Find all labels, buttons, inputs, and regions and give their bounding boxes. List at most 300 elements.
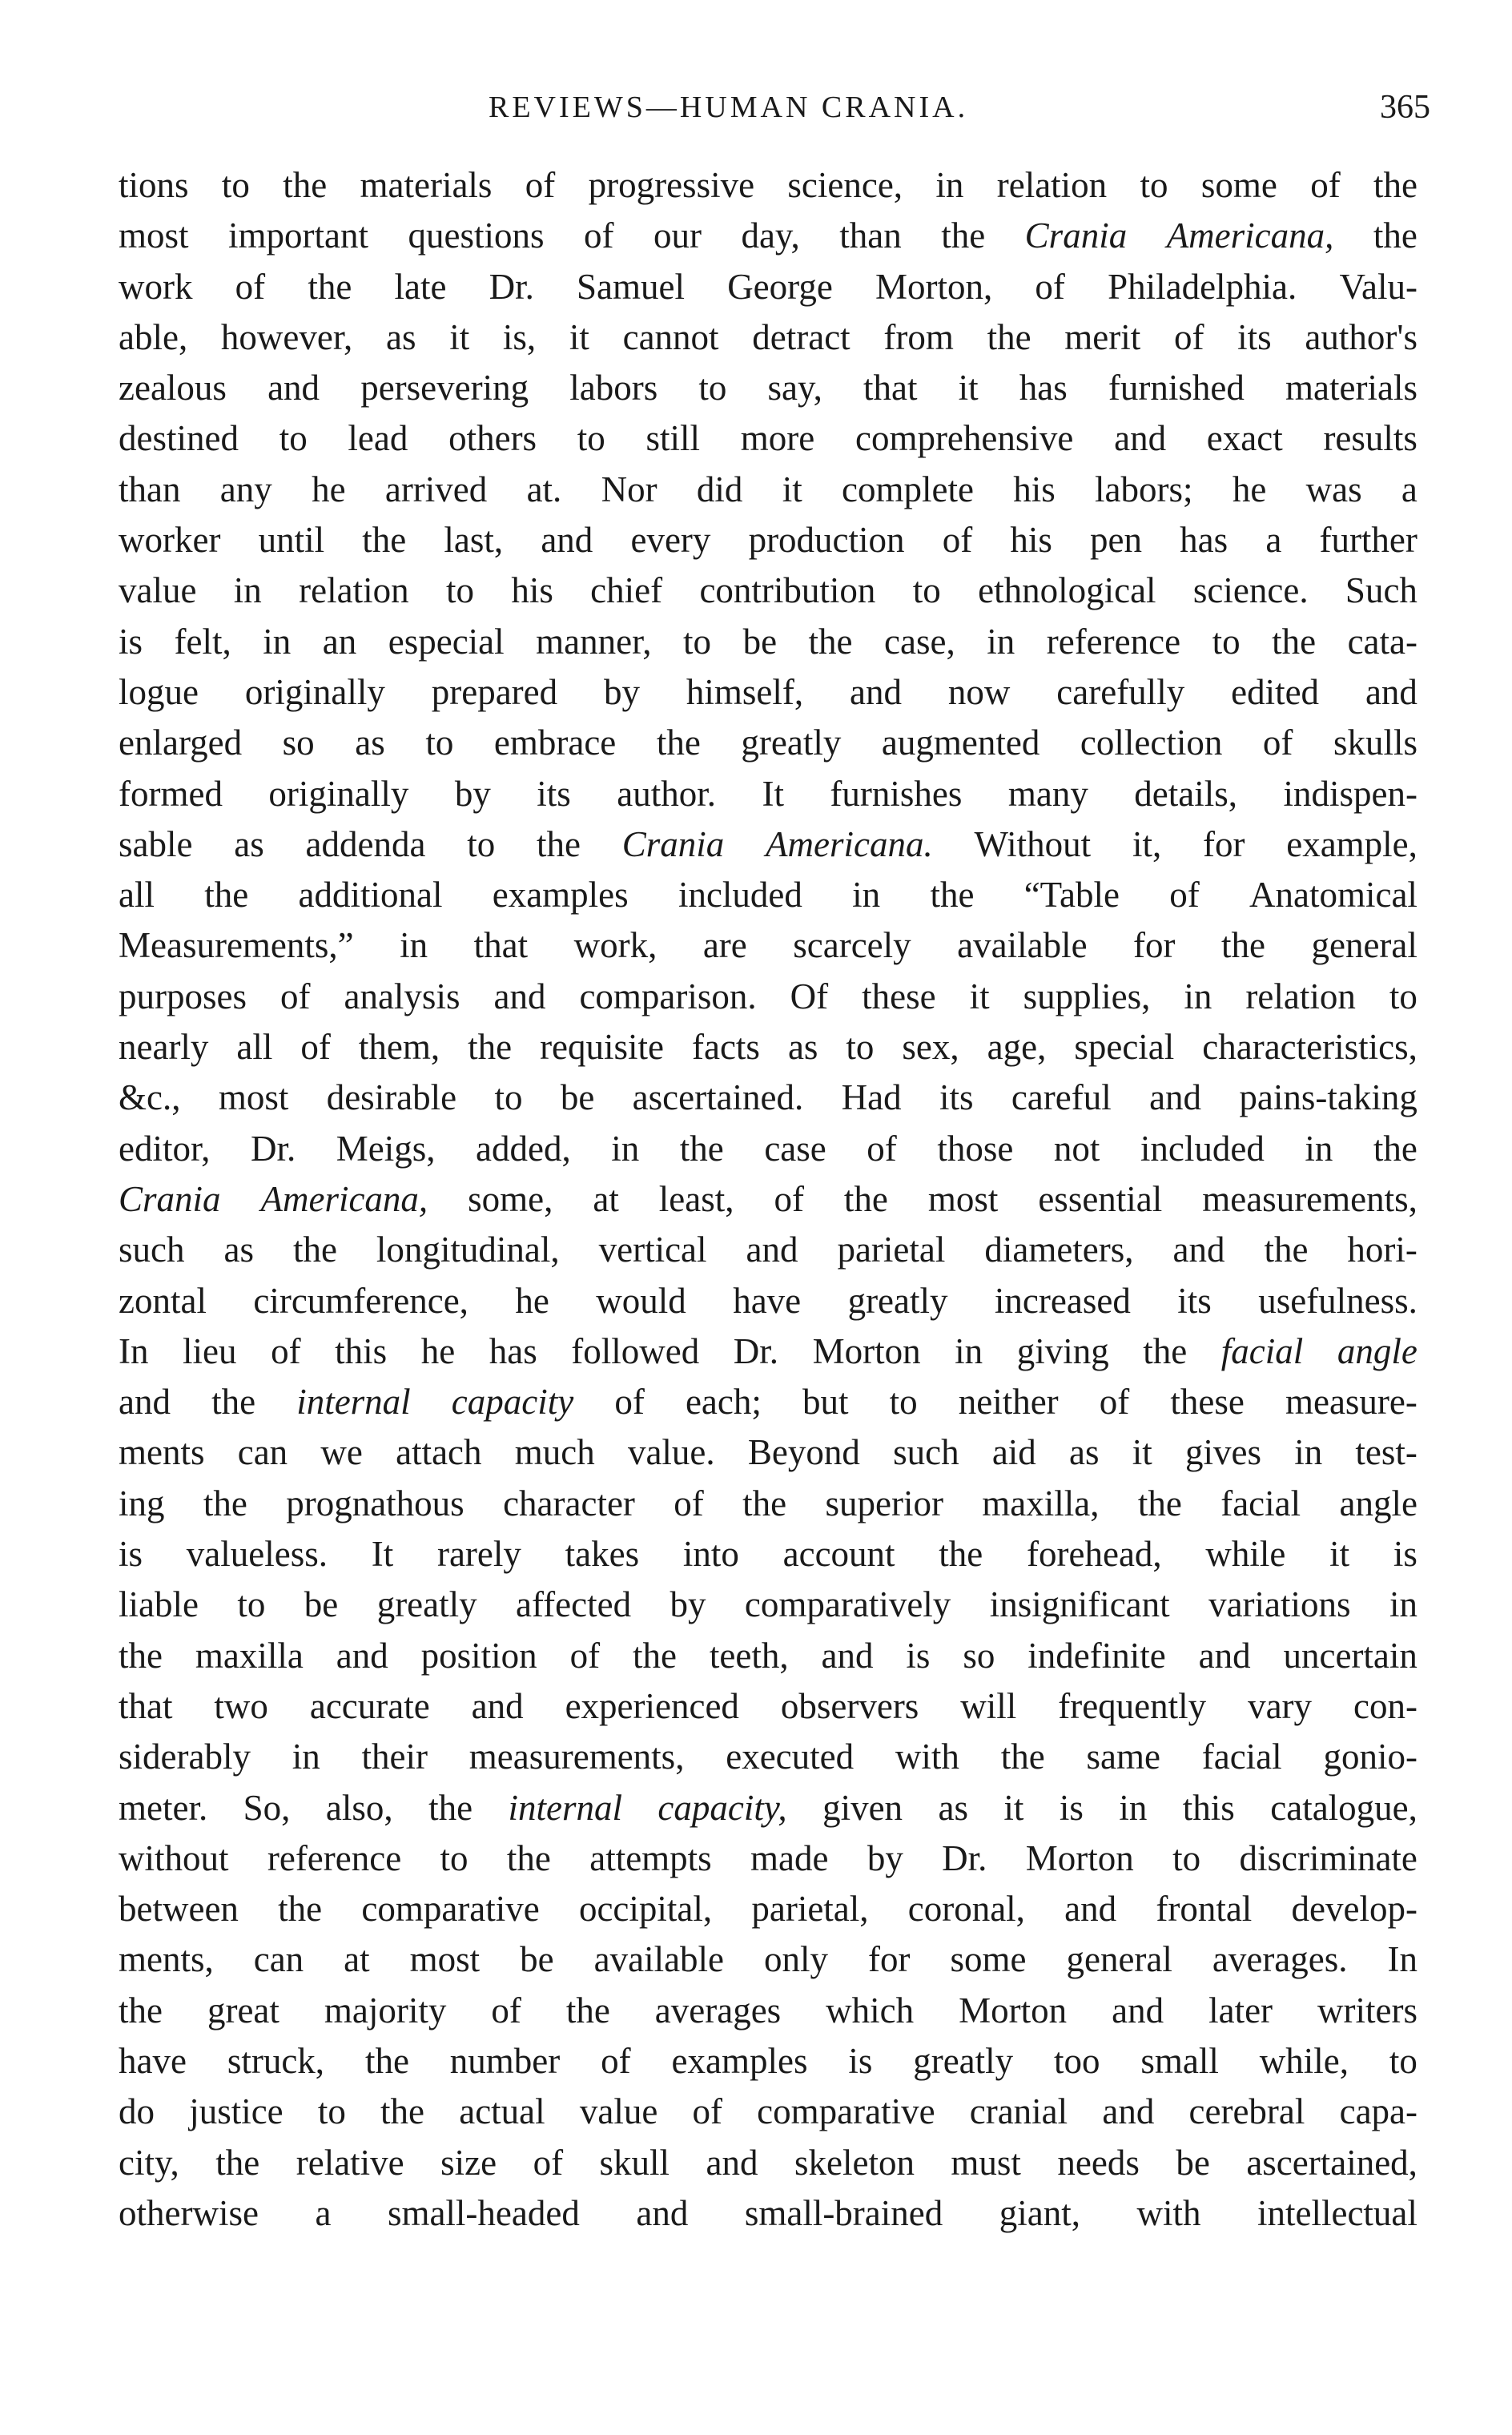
word: cannot [622,316,719,357]
word: as [386,316,416,357]
word: hori- [1347,1230,1418,1270]
word: and [1198,1635,1251,1676]
word: nearly [119,1027,209,1068]
word: Of [790,976,829,1016]
word: Morton, [875,266,993,307]
word: In [119,1330,149,1371]
word: most [927,1178,999,1219]
word: to [237,1584,266,1625]
text-line [119,363,1418,413]
word: must [951,2142,1021,2183]
word: to [1389,976,1418,1016]
word: than [839,215,902,256]
word: two [214,1685,268,1726]
word: desirable [326,1077,457,1118]
word: to [889,1382,918,1423]
word: a [1401,469,1418,509]
word: especial [388,621,505,662]
word: for [1133,925,1176,966]
word: diameters, [984,1230,1134,1270]
word: small-brained [744,2192,943,2233]
word: angle [1339,1483,1418,1523]
word: worker [119,520,221,561]
word: carefully [1056,671,1185,712]
word: now [947,671,1011,712]
word: skull [599,2142,670,2183]
word: as [234,823,264,864]
word: between [119,1889,239,1930]
word: affected [516,1584,632,1625]
word: the [565,1990,610,2031]
word: in [611,1128,640,1169]
word: age, [987,1027,1047,1068]
word: be [304,1584,339,1625]
word: as [223,1230,254,1270]
word: at. [526,469,562,509]
word: most [409,1939,481,1980]
word: parietal [837,1230,946,1270]
word: results [1323,418,1418,459]
word: by [604,671,641,712]
word: exact [1206,418,1283,459]
word: materials [360,165,493,205]
word: ments, [119,1939,214,1980]
word: be [560,1077,595,1118]
text-line [119,262,1418,312]
word: ethnological [978,570,1156,611]
word: the [203,1483,247,1523]
word: augmented [881,722,1040,763]
text-line [119,2036,1418,2087]
word: progressive [588,165,755,205]
word: the [633,1635,677,1676]
text-line [119,1073,1418,1123]
word: the [204,875,249,916]
word: value [119,570,197,611]
word: in [852,875,881,916]
word: small [1140,2040,1219,2081]
word: scarcely [793,925,911,966]
word: manner, [536,621,652,662]
word: these [1170,1382,1245,1423]
word: the [283,165,328,205]
word: in [292,1737,320,1777]
word: It [762,773,784,814]
word: comparison. [579,976,757,1016]
word: author. [617,773,716,814]
word: comparative [361,1889,540,1930]
word: to [445,570,474,611]
word: these [862,976,936,1016]
word: to [279,418,308,459]
word: the [1000,1737,1045,1777]
word: and [850,671,903,712]
word: is [906,1635,931,1676]
word: of [614,1382,645,1423]
word: addenda [305,823,426,864]
word: any [219,469,272,509]
word: in [1294,1432,1323,1473]
word: which [826,1990,915,2031]
word: labors [569,368,658,409]
word: have [733,1280,802,1321]
word: merit [1064,316,1141,357]
word: detract [752,316,850,357]
text-line [119,211,1418,261]
text-line [119,1833,1418,1884]
word: while, [1259,2040,1349,2081]
word: the [656,722,701,763]
text-line [119,870,1418,920]
word: until [258,520,325,561]
word: of [1099,1382,1130,1423]
word: cata- [1347,621,1418,662]
word: Dr. [733,1330,779,1371]
word: to [494,1077,523,1118]
word: as [787,1027,818,1068]
word: materials [1285,368,1418,409]
running-head [0,83,1512,131]
word: greatly [847,1280,948,1321]
word: develop- [1291,1889,1418,1930]
word: originally [268,773,409,814]
word: some, [468,1178,553,1219]
word: value [579,2091,658,2132]
text-line [119,972,1418,1022]
text-line [119,1022,1418,1073]
word: their [361,1737,428,1777]
word: the [939,1534,983,1575]
word: teeth, [709,1635,789,1676]
word: it [782,469,802,509]
italic-word: internal [296,1382,411,1423]
word: and [746,1230,798,1270]
word: city, [119,2142,179,2183]
word: supplies, [1023,976,1151,1016]
word: the [380,2091,425,2132]
word: some [950,1939,1027,1980]
word: of [1169,875,1200,916]
word: the [1143,1330,1188,1371]
word: author's [1305,316,1418,357]
word: small-headed [387,2192,580,2233]
word: and [636,2192,689,2233]
word: contribution [699,570,876,611]
word: greatly [913,2040,1014,2081]
word: and [1172,1230,1225,1270]
word: test- [1355,1432,1418,1473]
word: be [520,1939,554,1980]
word: coronal, [907,1889,1025,1930]
word: only [764,1939,829,1980]
word: in [263,621,292,662]
word: is, [502,316,537,357]
word: of [1035,266,1065,307]
word: this [1182,1787,1235,1828]
italic-word: Crania [621,823,725,864]
word: of [674,1483,704,1523]
word: Such [1345,570,1418,611]
word: the [278,1889,323,1930]
text-line [119,617,1418,667]
italic-word: angle [1337,1330,1418,1371]
word: is [119,1534,143,1575]
word: Valu- [1339,266,1418,307]
word: labors; [1095,469,1193,509]
word: accurate [309,1685,430,1726]
word: of [942,520,973,561]
word: facial [1220,1483,1301,1523]
word: others [448,418,537,459]
word: ments [119,1432,205,1473]
word: the [119,1635,163,1676]
word: position [420,1635,537,1676]
text-line [119,920,1418,971]
word: as [355,722,385,763]
text-line [119,1225,1418,1275]
word: greatly [376,1584,477,1625]
word: most [218,1077,289,1118]
word: measure- [1285,1382,1418,1423]
word: &c., [119,1077,181,1118]
word: complete [842,469,974,509]
word: rarely [436,1534,521,1575]
word: parietal, [751,1889,869,1930]
word: destined [119,418,239,459]
word: a [1265,520,1282,561]
word: “Table [1023,875,1120,916]
word: and [706,2142,758,2183]
word: and [1149,1077,1202,1118]
word: important [228,215,368,256]
word: Measurements,” [119,925,354,966]
word: can [253,1939,304,1980]
word: has [1019,368,1068,409]
word: with [1136,2192,1201,2233]
word: executed [726,1737,855,1777]
word: to [1140,165,1168,205]
word: and [1112,1990,1164,2031]
italic-word: Americana. [766,823,933,864]
word: the [211,1382,256,1423]
word: usefulness. [1258,1280,1418,1321]
word: into [682,1534,739,1575]
text-line [119,413,1418,464]
word: to [683,621,712,662]
word: character [503,1483,635,1523]
word: given [822,1787,903,1828]
word: a [315,2192,332,2233]
word: relation [996,165,1108,205]
word: so [963,1635,995,1676]
word: and [493,976,546,1016]
italic-word: Americana, [260,1178,428,1219]
word: and [541,520,593,561]
word: work, [573,925,657,966]
word: zontal [119,1280,207,1321]
word: too [1054,2040,1100,2081]
word: skeleton [794,2142,915,2183]
word: essential [1038,1178,1163,1219]
word: indispen- [1283,773,1418,814]
word: the [1221,925,1265,966]
word: it [969,976,990,1016]
text-line [119,1732,1418,1782]
word: of [279,976,311,1016]
word: he [515,1280,549,1321]
word: the [1264,1230,1309,1270]
word: in [1119,1787,1148,1828]
word: gonio- [1323,1737,1418,1777]
word: have [119,2040,187,2081]
word: of [583,215,614,256]
word: insignificant [989,1584,1170,1625]
word: logue [119,671,199,712]
word: included [678,875,802,916]
word: the [428,1787,473,1828]
word: It [371,1534,394,1575]
word: that [119,1685,173,1726]
word: much [514,1432,595,1473]
word: its [537,773,571,814]
word: can [237,1432,288,1473]
word: able, [119,316,188,357]
word: at [593,1178,619,1219]
word: chief [590,570,663,611]
word: the [930,875,975,916]
word: Morton [959,1990,1068,2031]
word: valueless. [186,1534,328,1575]
word: Dr. [250,1128,296,1169]
word: be [742,621,778,662]
word: sable [119,823,193,864]
word: did [696,469,743,509]
word: neither [958,1382,1059,1423]
word: day, [741,215,800,256]
word: by [454,773,491,814]
word: questions [408,215,545,256]
word: still [645,418,701,459]
word: himself, [686,671,804,712]
word: averages [654,1990,782,2031]
word: we [320,1432,363,1473]
word: majority [324,1990,447,2031]
running-title: REVIEWS—HUMAN CRANIA. [489,91,969,124]
word: Beyond [747,1432,860,1473]
word: in [1305,1128,1333,1169]
word: the [364,2040,409,2081]
word: gives [1184,1432,1261,1473]
word: in [400,925,428,966]
word: such [893,1432,959,1473]
word: value. [627,1432,715,1473]
word: to [912,570,941,611]
word: persevering [360,368,529,409]
word: included [1140,1128,1265,1169]
word: furnishes [830,773,963,814]
italic-word: facial [1220,1330,1304,1371]
word: measurements, [1202,1178,1418,1219]
word: characteristics, [1202,1027,1418,1068]
word: it [958,368,979,409]
text-line [119,160,1418,211]
word: special [1074,1027,1175,1068]
word: attempts [589,1837,712,1878]
word: occipital, [578,1889,713,1930]
word: the [1272,621,1317,662]
word: Dr. [942,1837,987,1878]
word: In [1387,1939,1418,1980]
word: are [702,925,747,966]
word: the [987,316,1031,357]
word: purposes [119,976,247,1016]
word: and [1365,671,1418,712]
word: averages. [1212,1939,1348,1980]
word: its [1237,316,1272,357]
word: cranial [969,2091,1068,2132]
body-text [119,160,1418,2239]
word: same [1086,1737,1160,1777]
word: George [727,266,833,307]
word: facts [692,1027,760,1068]
word: and [821,1635,874,1676]
word: of [601,2040,631,2081]
text-line [119,515,1418,565]
word: reference [267,1837,402,1878]
word: takes [565,1534,640,1575]
word: in [1184,976,1212,1016]
word: size [440,2142,497,2183]
word: skulls [1333,722,1418,763]
word: giving [1016,1330,1109,1371]
text-line [119,1681,1418,1732]
word: his [1013,469,1056,509]
word: vary [1248,1685,1313,1726]
word: the [119,1990,163,2031]
word: case, [884,621,955,662]
text-line [119,1276,1418,1326]
word: be [1176,2142,1210,2183]
word: Had [841,1077,902,1118]
word: Morton [812,1330,921,1371]
word: would [596,1280,686,1321]
word: cerebral [1188,2091,1305,2132]
word: meter. [119,1787,208,1828]
word: Nor [601,469,657,509]
text-line [119,1479,1418,1529]
word: Philadelphia. [1108,266,1297,307]
word: maxilla [195,1635,304,1676]
word: that [863,368,918,409]
word: sex, [902,1027,959,1068]
word: ascertained. [632,1077,804,1118]
word: the [308,266,352,307]
word: while [1205,1534,1286,1575]
word: attach [396,1432,482,1473]
word: as [938,1787,968,1828]
text-line [119,1124,1418,1174]
word: furnished [1108,368,1245,409]
word: example, [1286,823,1418,864]
word: maxilla, [982,1483,1100,1523]
word: of [1310,165,1341,205]
word: but [802,1382,849,1423]
word: also, [325,1787,393,1828]
word: further [1319,520,1418,561]
word: work [119,266,193,307]
word: late [394,266,447,307]
word: comprehensive [855,418,1074,459]
